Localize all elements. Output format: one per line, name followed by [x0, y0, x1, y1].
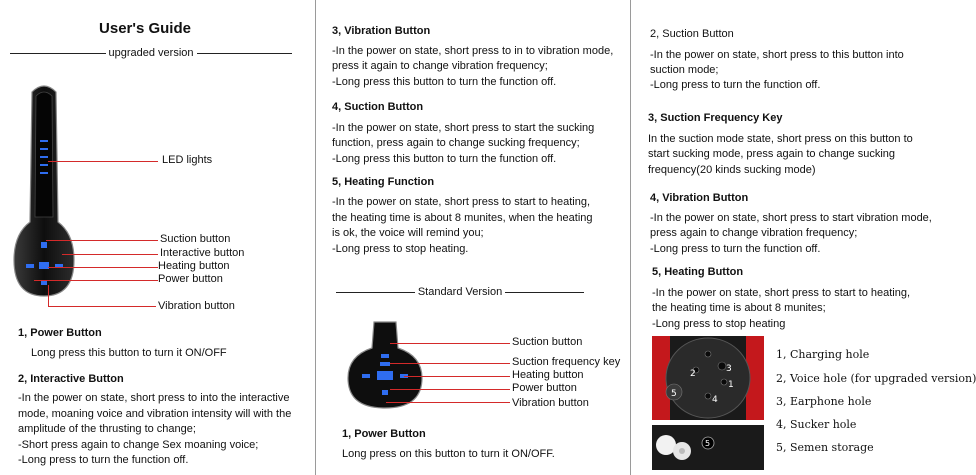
- freq-line: start sucking mode, press again to change sucking: [648, 148, 896, 160]
- heating-line: the heating time is about 8 munites, when the heating: [332, 212, 593, 224]
- vibration-button-heading: 4, Vibration Button: [650, 192, 749, 204]
- label-std-power-button: Power button: [512, 382, 577, 394]
- std-power-button-heading: 1, Power Button: [342, 428, 426, 440]
- vibration-line: -In the power on state, short press to start vibration mode,: [650, 212, 932, 224]
- leader-std-vibration: [386, 402, 510, 403]
- heating-button-heading: 5, Heating Button: [652, 266, 744, 278]
- leader-std-suction-frequency: [390, 363, 510, 364]
- interactive-line: -Short press again to change Sex moaning voice;: [18, 439, 259, 451]
- standard-device-illustration: [348, 322, 422, 410]
- leader-interactive: [62, 254, 158, 255]
- heating-function-heading: 5, Heating Function: [332, 176, 435, 188]
- leader-vibration: [48, 306, 156, 307]
- leader-power: [34, 280, 158, 281]
- power-button-text: Long press this button to turn it ON/OFF: [31, 347, 227, 359]
- accessories-photo: [652, 425, 764, 470]
- heating-line: the heating time is about 8 munites;: [652, 302, 826, 314]
- leader-std-power: [390, 389, 510, 390]
- heating-line: -In the power on state, short press to start to heating,: [652, 287, 911, 299]
- label-heating-button: Heating button: [158, 260, 230, 272]
- label-std-heating-button: Heating button: [512, 369, 584, 381]
- suction-line: -Long press to turn the function off.: [650, 79, 821, 91]
- leader-suction: [46, 240, 158, 241]
- photo-number-5: 5: [671, 389, 677, 399]
- standard-version-heading: Standard Version: [336, 286, 584, 298]
- photo-number-5-storage: 5: [705, 439, 711, 448]
- column-divider-left: [315, 0, 316, 475]
- interactive-line: amplitude of the thrusting to change;: [18, 423, 196, 435]
- photo-number-2: 2: [690, 369, 696, 379]
- leader-led: [48, 161, 158, 162]
- suction-line: suction mode;: [650, 64, 719, 76]
- hole-semen-storage: 5, Semen storage: [776, 441, 874, 454]
- interactive-line: mode, moaning voice and vibration intensity will with the: [18, 408, 292, 420]
- heating-line: -Long press to stop heating: [652, 318, 786, 330]
- suction-line: -In the power on state, short press to this button into: [650, 49, 904, 61]
- vibration-line: -Long press to turn the function off.: [650, 243, 821, 255]
- hole-earphone: 3, Earphone hole: [776, 395, 872, 408]
- leader-heating: [48, 267, 158, 268]
- freq-line: In the suction mode state, short press on this button to: [648, 133, 913, 145]
- label-suction-button: Suction button: [160, 233, 231, 245]
- vibration-line: -Long press this button to turn the function off.: [332, 76, 557, 88]
- column-standard-buttons: [633, 0, 976, 475]
- label-std-suction-frequency: Suction frequency key: [512, 356, 621, 368]
- label-vibration-button: Vibration button: [158, 300, 235, 312]
- label-led-lights: LED lights: [162, 154, 213, 166]
- leader-std-heating: [404, 376, 510, 377]
- suction-button-heading: 2, Suction Button: [650, 28, 734, 40]
- vibration-button-heading: 3, Vibration Button: [332, 25, 431, 37]
- photo-number-4: 4: [712, 395, 718, 405]
- guide-title: User's Guide: [99, 20, 191, 37]
- suction-line: -Long press this button to turn the function off.: [332, 153, 557, 165]
- label-power-button: Power button: [158, 273, 223, 285]
- label-std-vibration-button: Vibration button: [512, 397, 589, 409]
- interactive-line: -Long press to turn the function off.: [18, 454, 189, 466]
- heating-line: -Long press to stop heating.: [332, 243, 469, 255]
- label-std-suction-button: Suction button: [512, 336, 583, 348]
- column-divider-right: [630, 0, 631, 475]
- device-base-photo: [652, 336, 764, 420]
- vibration-line: press again to change vibration frequency;: [650, 227, 858, 239]
- column-upgraded-guide: [0, 0, 315, 475]
- vibration-line: press it again to change vibration frequency;: [332, 60, 548, 72]
- heating-line: is ok, the voice will remind you;: [332, 227, 484, 239]
- label-interactive-button: Interactive button: [160, 247, 245, 259]
- leader-vibration-vertical: [48, 285, 49, 306]
- freq-line: frequency(20 kinds sucking mode): [648, 164, 816, 176]
- vibration-line: -In the power on state, short press to in to vibration mode,: [332, 45, 614, 57]
- hole-charging: 1, Charging hole: [776, 348, 870, 361]
- suction-line: function, press again to change sucking frequency;: [332, 137, 580, 149]
- hole-voice: 2, Voice hole (for upgraded version): [776, 372, 976, 385]
- interactive-button-heading: 2, Interactive Button: [18, 373, 124, 385]
- heating-line: -In the power on state, short press to start to heating,: [332, 196, 591, 208]
- suction-frequency-heading: 3, Suction Frequency Key: [648, 112, 783, 124]
- power-button-heading: 1, Power Button: [18, 327, 102, 339]
- leader-std-suction: [390, 343, 510, 344]
- hole-sucker: 4, Sucker hole: [776, 418, 857, 431]
- suction-button-heading: 4, Suction Button: [332, 101, 424, 113]
- interactive-line: -In the power on state, short press to into the interactive: [18, 392, 290, 404]
- photo-number-3: 3: [726, 364, 732, 374]
- std-power-button-text: Long press on this button to turn it ON/OFF.: [342, 448, 555, 460]
- photo-number-1: 1: [728, 380, 734, 390]
- suction-line: -In the power on state, short press to start the sucking: [332, 122, 595, 134]
- upgraded-version-heading: upgraded version: [10, 47, 292, 59]
- column-buttons-standard: [318, 0, 630, 475]
